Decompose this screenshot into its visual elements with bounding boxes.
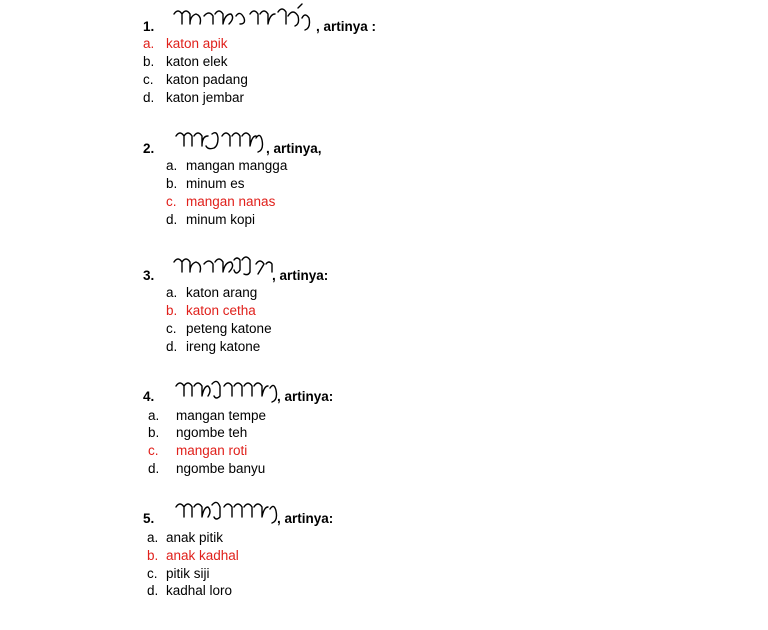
option-text: minum es (186, 176, 245, 191)
option-letter: c. (166, 194, 177, 209)
option-letter: c. (148, 443, 159, 458)
option-letter: d. (148, 461, 160, 476)
question-number: 5. (143, 511, 155, 526)
option-text: mangan nanas (186, 194, 276, 209)
option-text: mangan tempe (176, 408, 267, 423)
question-suffix: , artinya: (277, 389, 334, 404)
question-number: 1. (143, 19, 155, 34)
question-suffix: , artinya, (266, 141, 322, 156)
option-text: katon elek (166, 54, 228, 69)
option-letter: d. (147, 583, 159, 598)
option-letter: b. (166, 303, 178, 318)
option-text: pitik siji (166, 566, 210, 581)
option-text: katon jembar (166, 90, 245, 105)
option-letter: a. (143, 36, 155, 51)
option-text: mangan roti (176, 443, 248, 458)
option-text: anak pitik (166, 530, 224, 545)
option-text: ngombe teh (176, 425, 248, 440)
option-text: katon apik (166, 36, 228, 51)
question-suffix: , artinya: (272, 268, 329, 283)
option-text: mangan mangga (186, 158, 288, 173)
option-letter: d. (166, 339, 178, 354)
javanese-script-image (172, 372, 282, 404)
option-text: minum kopi (186, 212, 256, 227)
option-text: ireng katone (186, 339, 261, 354)
javanese-script-image (170, 250, 275, 282)
option-letter: c. (143, 72, 154, 87)
question-number: 3. (143, 268, 155, 283)
option-letter: a. (148, 408, 160, 423)
option-letter: b. (147, 548, 159, 563)
question-number: 4. (143, 389, 155, 404)
option-letter: d. (143, 90, 155, 105)
option-text: katon cetha (186, 303, 256, 318)
javanese-script-image (170, 2, 315, 34)
option-text: peteng katone (186, 321, 272, 336)
option-letter: b. (143, 54, 155, 69)
question-suffix: , artinya: (277, 511, 334, 526)
option-letter: a. (166, 285, 178, 300)
question-suffix: , artinya : (316, 19, 377, 34)
option-text: kadhal loro (166, 583, 233, 598)
option-letter: c. (166, 321, 177, 336)
option-letter: c. (147, 566, 158, 581)
option-letter: a. (166, 158, 178, 173)
option-text: katon arang (186, 285, 258, 300)
option-text: anak kadhal (166, 548, 239, 563)
option-letter: a. (147, 530, 159, 545)
option-text: ngombe banyu (176, 461, 266, 476)
question-number: 2. (143, 141, 155, 156)
option-letter: b. (148, 425, 160, 440)
option-text: katon padang (166, 72, 248, 87)
javanese-script-image (172, 493, 282, 525)
option-letter: b. (166, 176, 178, 191)
javanese-script-image (172, 122, 267, 156)
option-letter: d. (166, 212, 178, 227)
